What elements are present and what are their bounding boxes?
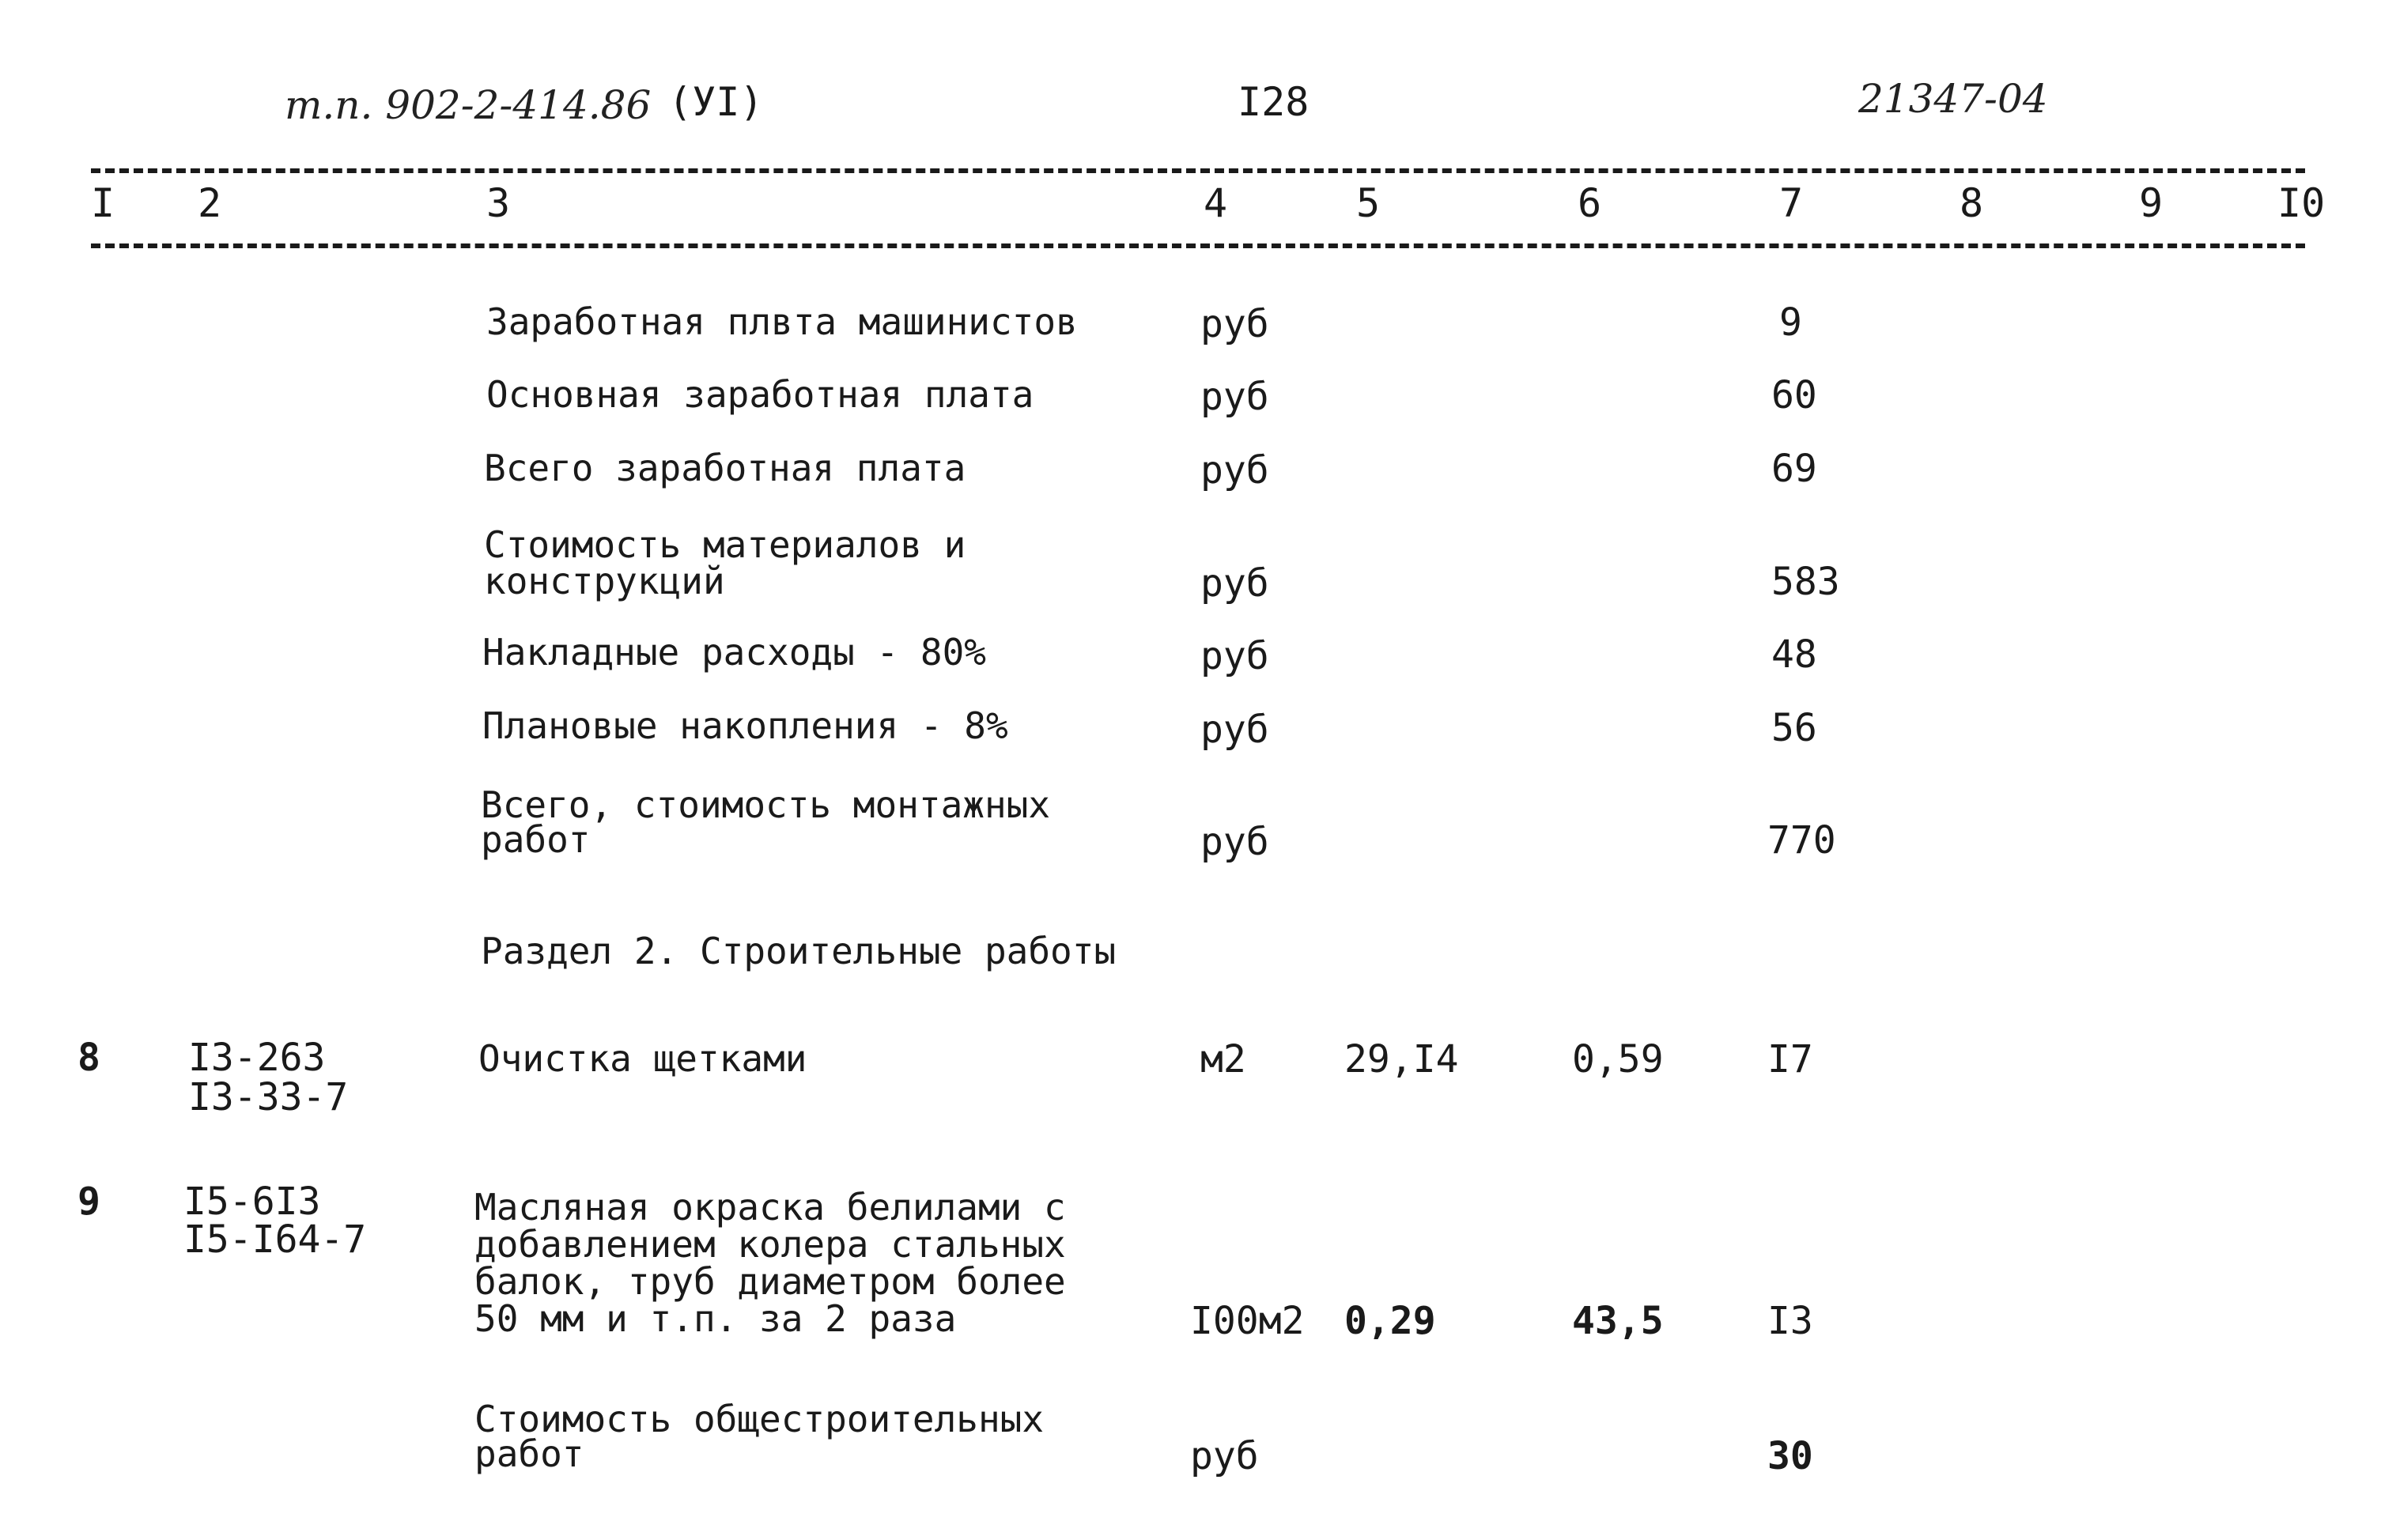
item-code-1: I3-263 bbox=[188, 1036, 326, 1080]
row-total: 69 bbox=[1771, 447, 1817, 491]
album-number: (УI) bbox=[668, 79, 764, 125]
item-name-line-4: 50 мм и т.п. за 2 раза bbox=[474, 1297, 957, 1340]
item-unit-price: 0,59 bbox=[1572, 1037, 1664, 1081]
row-unit: руб bbox=[1200, 302, 1269, 346]
item-unit: м2 bbox=[1200, 1037, 1246, 1081]
item-total: I7 bbox=[1767, 1037, 1813, 1081]
row-name: Заработная плвта машинистов bbox=[486, 300, 1078, 343]
row-total: 9 bbox=[1779, 300, 1802, 345]
item-quantity: 0,29 bbox=[1344, 1299, 1436, 1343]
page-number: I28 bbox=[1238, 79, 1310, 125]
row-name: Основная заработная плата bbox=[486, 373, 1034, 416]
column-number-4: 4 bbox=[1204, 180, 1228, 226]
row-unit: руб bbox=[1200, 561, 1269, 606]
item-number: 8 bbox=[77, 1036, 100, 1080]
summary-name-line-1: Стоимость общестроительных bbox=[474, 1398, 1045, 1440]
section-2-title: Раздел 2. Строительные работы bbox=[481, 930, 1117, 972]
row-unit: руб bbox=[1200, 820, 1269, 864]
row-total: 56 bbox=[1771, 706, 1817, 750]
item-unit-price: 43,5 bbox=[1572, 1299, 1664, 1343]
row-name-line-2: работ bbox=[481, 818, 591, 861]
item-quantity: 29,I4 bbox=[1344, 1037, 1459, 1081]
item-name: Очистка щетками bbox=[478, 1037, 807, 1080]
row-unit: руб bbox=[1200, 375, 1269, 419]
column-number-7: 7 bbox=[1779, 180, 1804, 226]
column-number-2: 2 bbox=[198, 180, 222, 226]
row-name-line-1: Стоимость материалов и bbox=[484, 523, 966, 566]
summary-total: 30 bbox=[1767, 1434, 1813, 1478]
item-number: 9 bbox=[77, 1180, 100, 1224]
row-unit: руб bbox=[1200, 634, 1269, 678]
column-number-8: 8 bbox=[1960, 180, 1984, 226]
column-header-top-rule bbox=[91, 168, 2305, 173]
row-name-line-2: конструкций bbox=[484, 560, 725, 602]
item-code-2: I3-33-7 bbox=[188, 1075, 349, 1119]
row-unit: руб bbox=[1200, 448, 1269, 493]
document-number: 21347-04 bbox=[1858, 76, 2048, 122]
column-number-1: I bbox=[91, 180, 115, 226]
column-number-5: 5 bbox=[1356, 180, 1381, 226]
item-name-line-3: балок, труб диаметром более bbox=[474, 1260, 1066, 1303]
row-total: 583 bbox=[1771, 560, 1840, 604]
item-total: I3 bbox=[1767, 1299, 1813, 1343]
column-number-3: 3 bbox=[486, 180, 511, 226]
item-code-2: I5-I64-7 bbox=[183, 1217, 367, 1262]
summary-name-line-2: работ bbox=[474, 1432, 584, 1475]
column-number-10: I0 bbox=[2277, 180, 2326, 226]
row-total: 770 bbox=[1767, 818, 1836, 862]
row-unit: руб bbox=[1200, 708, 1269, 752]
row-name: Всего заработная плата bbox=[484, 447, 966, 489]
item-name-line-1: Масляная окраска белилами с bbox=[474, 1186, 1066, 1229]
column-header-bottom-rule bbox=[91, 243, 2305, 248]
column-number-6: 6 bbox=[1578, 180, 1602, 226]
project-code: т.п. 902-2-414.86 bbox=[285, 82, 652, 128]
row-name-line-1: Всего, стоимость монтажных bbox=[481, 783, 1051, 826]
row-name: Плановые накопления - 8% bbox=[482, 704, 1008, 747]
summary-unit: руб bbox=[1190, 1434, 1259, 1478]
row-total: 60 bbox=[1771, 373, 1817, 417]
item-unit: I00м2 bbox=[1190, 1299, 1305, 1343]
item-name-line-2: добавлением колера стальных bbox=[474, 1223, 1066, 1266]
item-code-1: I5-6I3 bbox=[183, 1180, 321, 1224]
row-total: 48 bbox=[1771, 632, 1817, 677]
row-name: Накладные расходы - 80% bbox=[482, 631, 986, 674]
column-number-9: 9 bbox=[2139, 180, 2164, 226]
